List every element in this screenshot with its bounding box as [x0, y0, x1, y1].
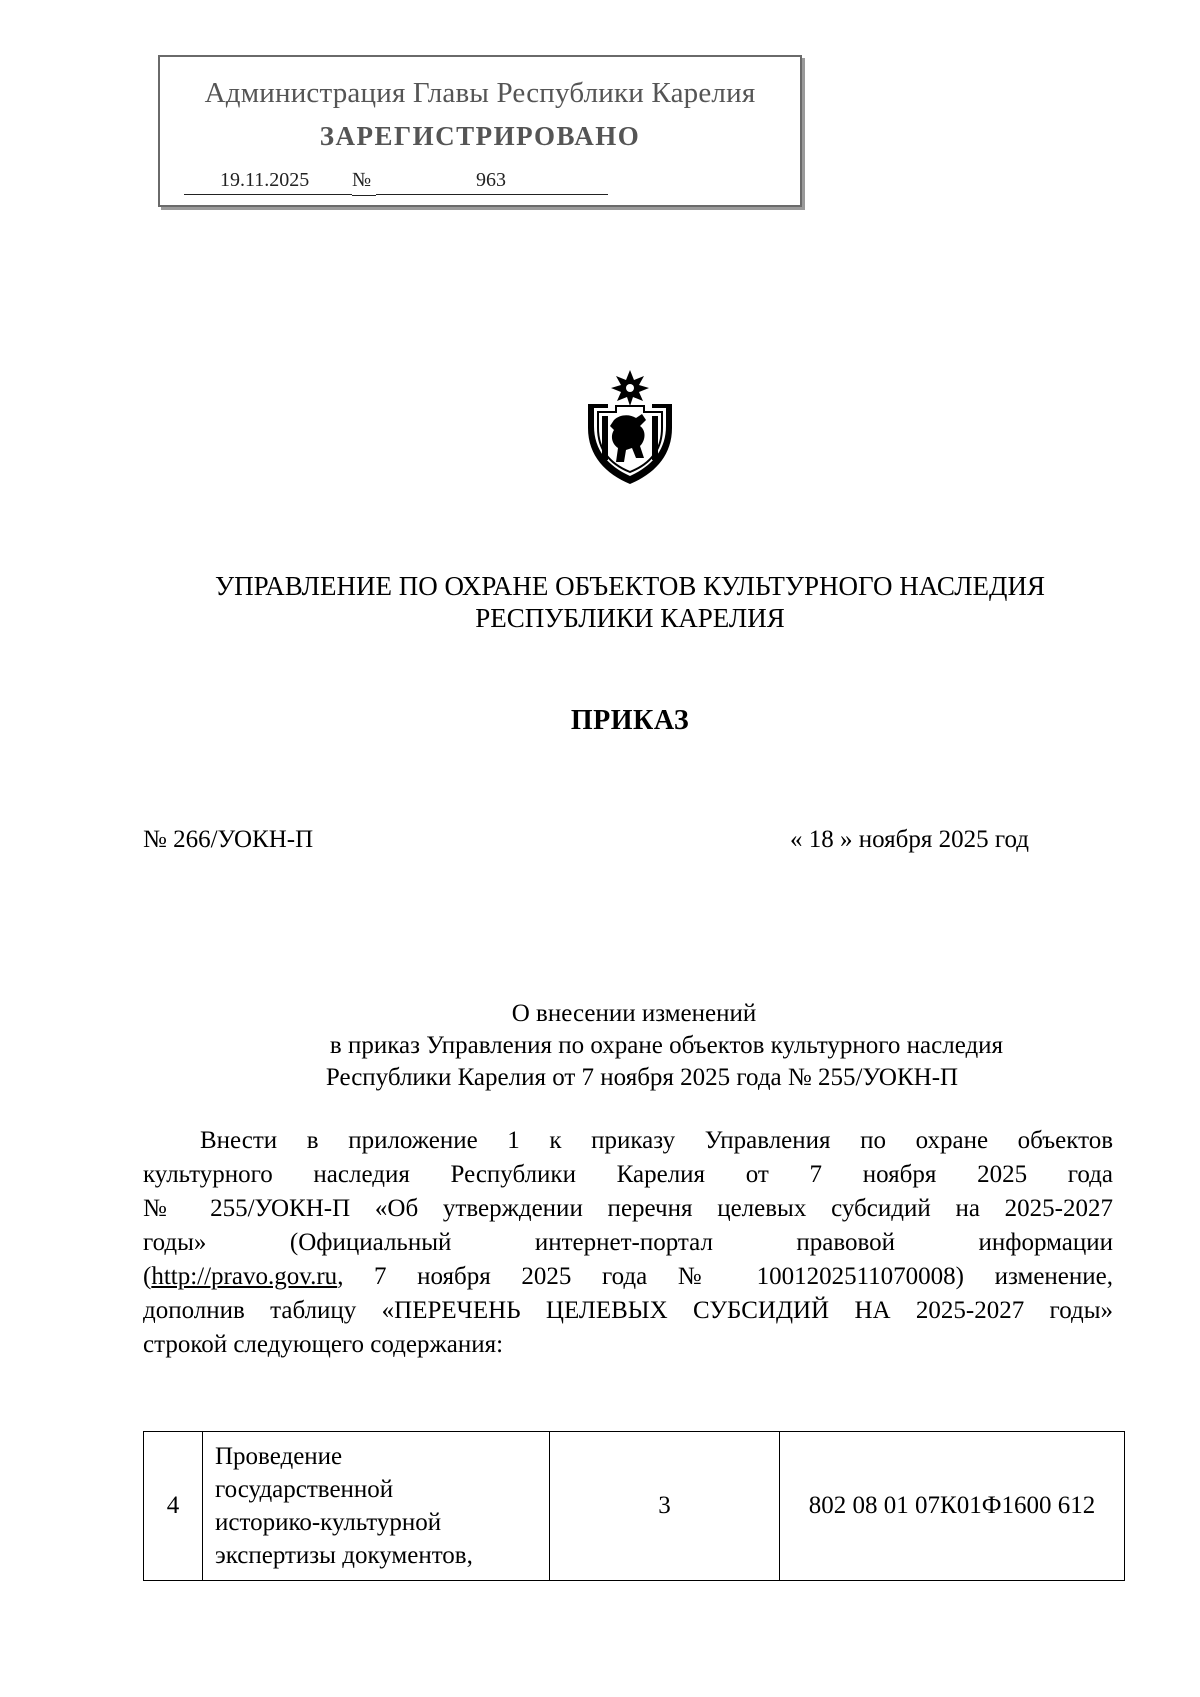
subject-line1: О внесении изменений	[511, 1000, 757, 1027]
stamp-organization: Администрация Главы Республики Карелия	[204, 77, 756, 109]
table-cell-number: 4	[144, 1432, 203, 1581]
body-line3: № 255/УОКН-П «Об утверждении перечня целевых субсидий на 2025-2027	[143, 1195, 1113, 1222]
table-cell-kbk: 802 08 01 07К01Ф1600 612	[780, 1432, 1125, 1581]
table-cell-name-line3: историко-культурной	[215, 1509, 442, 1536]
organization-title-line1: УПРАВЛЕНИЕ ПО ОХРАНЕ ОБЪЕКТОВ КУЛЬТУРНОГО НАСЛЕДИЯ	[215, 571, 1045, 601]
registration-stamp	[158, 55, 802, 207]
subject-line2: в приказ Управления по охране объектов культурного наследия	[329, 1032, 1004, 1059]
body-line5-rest: , 7 ноября 2025 года № 1001202511070008) изменение,	[337, 1263, 1113, 1290]
subsidies-table	[143, 1431, 1125, 1581]
document-type: ПРИКАЗ	[570, 705, 690, 736]
stamp-number-label: №	[352, 169, 376, 196]
stamp-number: 963	[376, 169, 608, 195]
stamp-date: 19.11.2025	[184, 169, 352, 195]
body-line6: дополнив таблицу «ПЕРЕЧЕНЬ ЦЕЛЕВЫХ СУБСИДИЙ НА 2025-2027 годы»	[143, 1297, 1113, 1324]
subject-line3: Республики Карелия от 7 ноября 2025 года № 255/УОКН-П	[325, 1064, 959, 1091]
body-line4: годы» (Официальный интернет-портал правовой информации	[143, 1229, 1113, 1256]
body-line1: Внести в приложение 1 к приказу Управления по охране объектов	[200, 1127, 1113, 1154]
order-subject	[140, 998, 1118, 1094]
table-row	[144, 1432, 1125, 1581]
pravo-gov-link[interactable]: http://pravo.gov.ru	[151, 1263, 338, 1290]
order-date: « 18 » ноября 2025 год	[790, 826, 1030, 853]
karelia-coat-of-arms-icon	[580, 368, 680, 486]
order-body	[143, 1124, 1113, 1362]
table-cell-name-line2: государственной	[215, 1476, 394, 1503]
organization-title	[0, 570, 1200, 634]
body-line2: культурного наследия Республики Карелия от 7 ноября 2025 года	[143, 1161, 1113, 1188]
table-cell-code: 3	[550, 1432, 780, 1581]
table-cell-name	[203, 1432, 550, 1581]
table-cell-name-line1: Проведение	[215, 1443, 343, 1470]
body-line5	[143, 1260, 1113, 1294]
stamp-status: ЗАРЕГИСТРИРОВАНО	[319, 121, 641, 151]
order-number: № 266/УОКН-П	[143, 826, 314, 853]
organization-title-line2: РЕСПУБЛИКИ КАРЕЛИЯ	[475, 603, 785, 633]
body-line7: строкой следующего содержания:	[143, 1331, 504, 1358]
table-cell-name-line4: экспертизы документов,	[215, 1542, 473, 1569]
body-line5-open: (	[143, 1263, 152, 1290]
